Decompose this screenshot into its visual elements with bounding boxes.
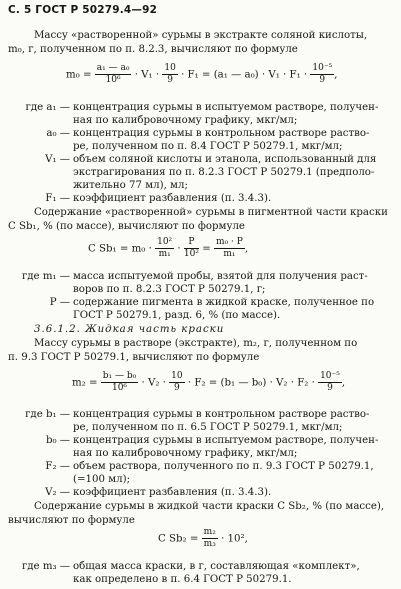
def-b0-line2: ная по калибровочному графику, мкг/мл; (73, 448, 298, 459)
def-a1-symbol: где a₁ — (25, 102, 70, 113)
formula-m0 (66, 64, 337, 85)
para3-line1: Массу сурьмы в растворе (экстракте), m₂, г, полученном по (34, 338, 358, 349)
def-v2-symbol: V₂ — (45, 487, 70, 498)
formula3-frac2: $\frac{10}{9}$ (171, 371, 183, 393)
page-header: С. 5 ГОСТ Р 50279.4—92 (8, 4, 158, 16)
def-b0-symbol: b₀ — (45, 435, 70, 446)
para2-line1: Содержание «растворенной» сурьмы в пигментной части краски (34, 207, 388, 218)
formula-csb1 (88, 238, 248, 259)
def-m1-line2: воров по п. 8.2.3 ГОСТ Р 50279.1, г; (73, 284, 266, 295)
def-m3-line2: как определено в п. 6.4 ГОСТ Р 50279.1. (73, 574, 292, 585)
def-m1-line1: масса испытуемой пробы, взятой для получения раст- (73, 271, 368, 282)
def-a0-symbol: a₀ — (46, 128, 70, 139)
formula1-end: , (334, 69, 338, 81)
section-heading: 3.6.1.2. Жидкая часть краски (34, 324, 225, 335)
def-f2-line2: (=100 мл); (73, 474, 130, 485)
def-a0-line1: концентрация сурьмы в контрольном растворе раство- (73, 128, 370, 139)
para2-line2: C Sb₁, % (по массе), вычисляют по формуле (8, 221, 245, 232)
formula2-end: , (244, 243, 249, 255)
formula3-frac3: $\frac{\text{10⁻⁵}}{9}$ (320, 371, 340, 393)
formula2-frac1: $\frac{\text{10²}}{\text{m₁}}$ (157, 237, 173, 259)
def-a0-line2: ре, полученном по п. 8.4 ГОСТ Р 50279.1, мкг/мл; (73, 141, 343, 152)
def-v2-line1: коэффициент разбавления (п. 3.4.3). (73, 487, 272, 498)
formula2-lhs: C Sb₁ = m₀ · (88, 243, 152, 255)
formula3-mid1: · V₂ · (141, 377, 166, 389)
def-b1-symbol: где b₁ — (25, 409, 70, 420)
para1-line2: m₀, г, полученном по п. 8.2.3, вычисляют по формуле (8, 44, 298, 55)
def-b1-line2: ре, полученном по п. 6.5 ГОСТ Р 50279.1, мкг/мл; (73, 422, 343, 433)
def-f2-line1: объем раствора, полученного по п. 9.3 ГОСТ Р 50279.1, (73, 461, 374, 472)
formula1-mid1: · V₁ · (134, 69, 160, 81)
formula2-frac2: $\frac{P}{\text{10²}}$ (183, 237, 199, 259)
def-m3-symbol: где m₃ — (21, 561, 70, 572)
para4-line2: вычисляют по формуле (8, 515, 135, 526)
formula3-frac1: $\frac{\text{b₁ — b₀}}{\text{10⁶}}$ (102, 371, 137, 393)
para4-line1: Содержание сурьмы в жидкой части краски C Sb₂, % (по массе), (34, 501, 385, 512)
formula1-frac1: $\frac{\text{a₁ — a₀}}{\text{10⁶}}$ (96, 63, 130, 85)
def-p-line2: ГОСТ Р 50279.1, разд. 6, % (по массе). (73, 310, 281, 321)
def-p-line1: содержание пигмента в жидкой краске, полученное по (73, 297, 375, 308)
def-v1-line3: жительно 77 мл), мл; (73, 180, 188, 191)
def-f2-symbol: F₂ — (45, 461, 70, 472)
formula1-frac3: $\frac{\text{10⁻⁵}}{9}$ (312, 63, 333, 85)
def-m1-symbol: где m₁ — (21, 271, 70, 282)
formula3-end: , (341, 377, 346, 389)
def-f1-line1: коэффициент разбавления (п. 3.4.3). (73, 193, 272, 204)
def-v1-symbol: V₁ — (45, 154, 70, 165)
formula3-mid2: · F₂ = (b₁ — b₀) · V₂ · F₂ · (187, 377, 315, 389)
def-m3-line1: общая масса краски, в г, составляющая «комплект», (73, 561, 360, 572)
def-p-symbol: P — (49, 297, 70, 308)
formula2-frac3: $\frac{\text{m₀ · P}}{\text{m₁}}$ (216, 237, 243, 259)
formula4-end: · 10², (221, 533, 248, 545)
formula1-frac2: $\frac{10}{9}$ (164, 63, 176, 85)
formula2-eq: = (202, 243, 211, 255)
formula3-lhs: m₂ = (72, 377, 98, 389)
def-f1-symbol: F₁ — (45, 193, 70, 204)
formula-m2 (72, 372, 345, 393)
def-a1-line2: ная по калибровочному графику, мкг/мл; (73, 115, 298, 126)
formula4-lhs: C Sb₂ = (158, 533, 199, 545)
para3-line2: п. 9.3 ГОСТ Р 50279.1, вычисляют по формуле (8, 352, 260, 363)
para1-line1: Массу «растворенной» сурьмы в экстракте соляной кислоты, (34, 30, 368, 41)
def-a1-line1: концентрация сурьмы в испытуемом растворе, получен- (73, 102, 379, 113)
def-b1-line1: концентрация сурьмы в контрольном растворе раство- (73, 409, 370, 420)
formula4-frac1: $\frac{\text{m₂}}{\text{m₃}}$ (203, 527, 216, 549)
def-b0-line1: концентрация сурьмы в испытуемом растворе, получен- (73, 435, 379, 446)
def-v1-line2: экстрагирования по п. 8.2.3 ГОСТ Р 50279.1 (предполо- (73, 167, 375, 178)
def-v1-line1: объем соляной кислоты и этанола, использованный для (73, 154, 377, 165)
formula-csb2 (158, 528, 248, 549)
formula1-mid2: · F₁ = (a₁ — a₀) · V₁ · F₁ · (181, 69, 308, 81)
formula2-mid: · (177, 243, 181, 255)
formula1-lhs: m₀ = (66, 69, 92, 81)
